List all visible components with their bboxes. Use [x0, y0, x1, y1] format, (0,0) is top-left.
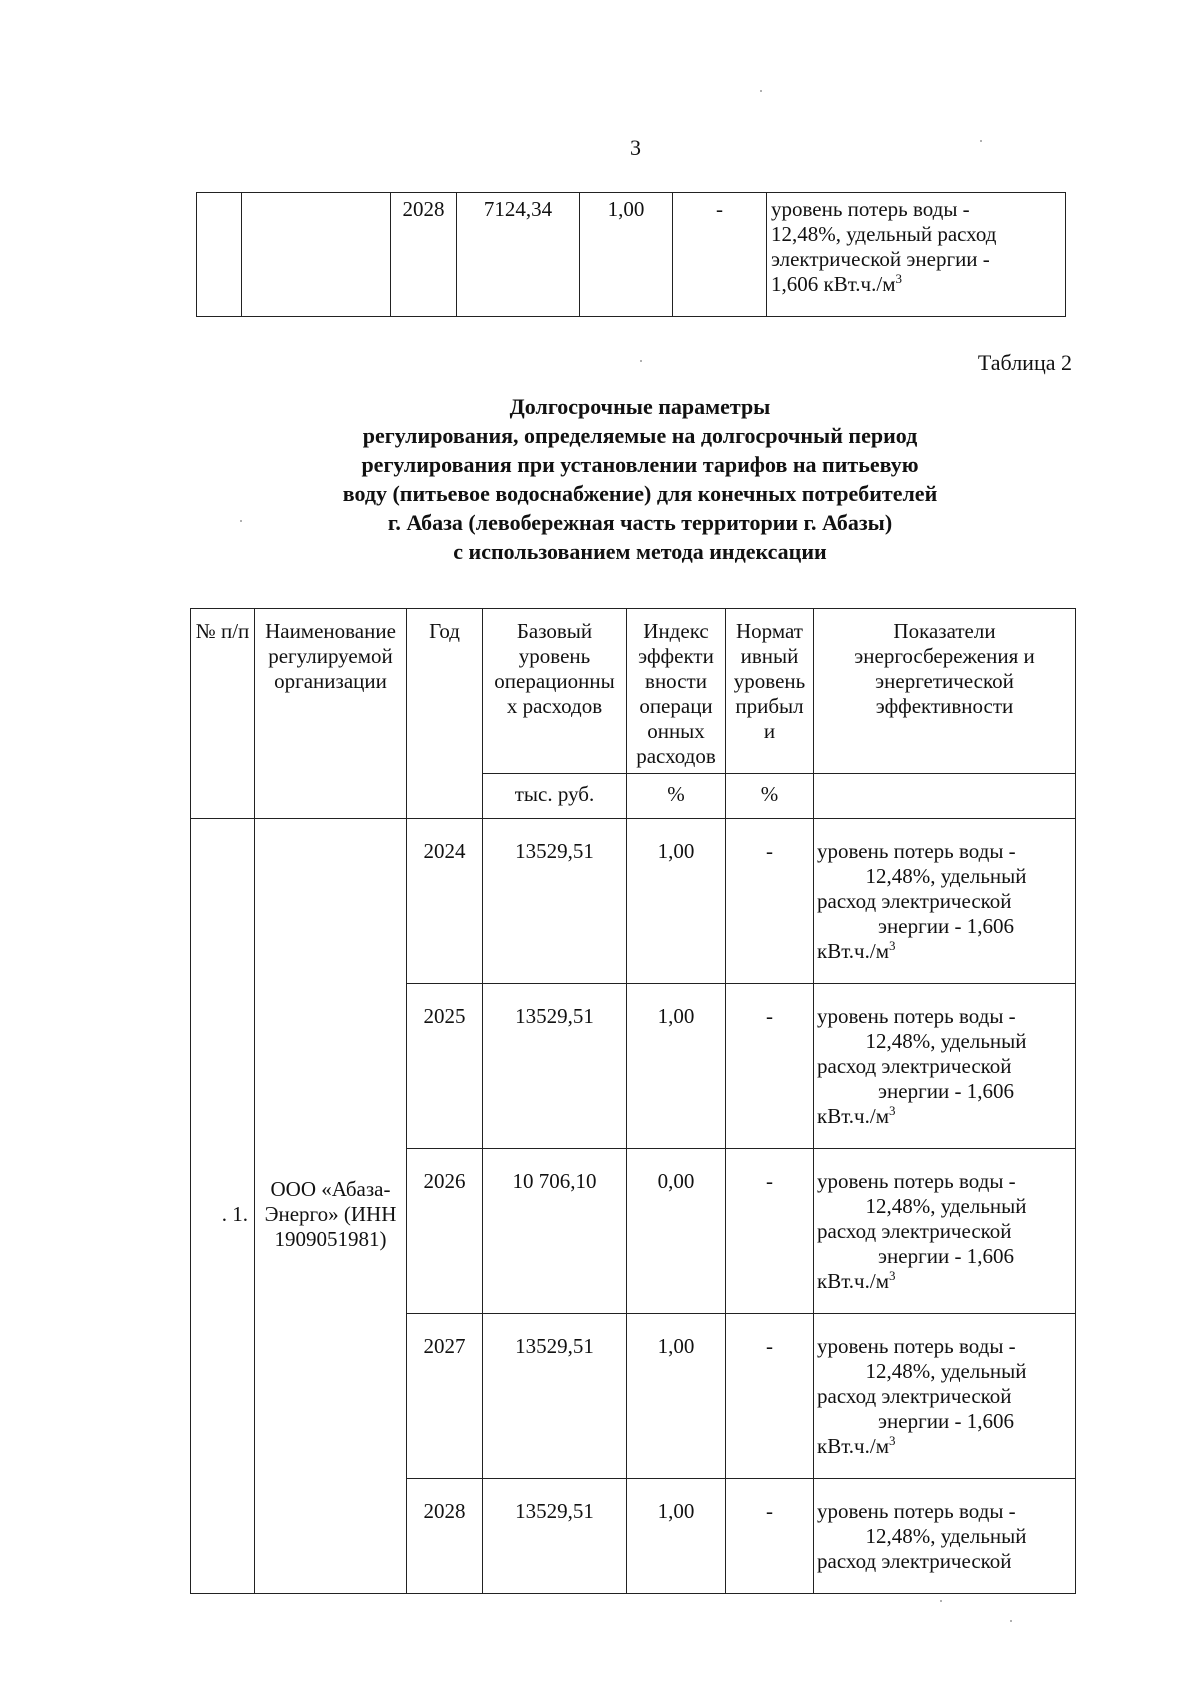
unit-indicators	[814, 774, 1076, 819]
efficiency-cell: 1,00	[627, 1314, 726, 1479]
page-number: 3	[630, 135, 641, 160]
table-caption: Таблица 2	[977, 350, 1072, 375]
header-num: № п/п	[191, 609, 255, 819]
base-costs-cell: 10 706,10	[483, 1149, 627, 1314]
base-costs-cell: 13529,51	[483, 1479, 627, 1594]
year-cell: 2024	[407, 819, 483, 984]
year-cell: 2028	[391, 193, 457, 317]
base-costs-cell: 13529,51	[483, 984, 627, 1149]
scan-speck	[1010, 1620, 1012, 1622]
efficiency-cell: 1,00	[627, 984, 726, 1149]
unit-efficiency: %	[627, 774, 726, 819]
profit-cell: -	[726, 1479, 814, 1594]
num-cell	[197, 193, 242, 317]
profit-cell: -	[726, 1314, 814, 1479]
header-efficiency: Индекс эффекти вности операци онных расходов	[627, 609, 726, 774]
unit-profit: %	[726, 774, 814, 819]
year-cell: 2026	[407, 1149, 483, 1314]
efficiency-cell: 1,00	[627, 1479, 726, 1594]
indicator-line: 1,606 $кВт.ч./м^3$	[771, 271, 902, 296]
year-cell: 2028	[407, 1479, 483, 1594]
scan-speck	[640, 360, 642, 362]
continuation-table	[196, 192, 1066, 317]
header-base-costs: Базовый уровень операционны х расходов	[483, 609, 627, 774]
title-line: регулирования, определяемые на долгосрочный период	[362, 423, 918, 448]
indicators-cell: уровень потерь воды - 12,48%, удельный расход электрической энергии - 1,606 $кВт.ч./м^3$	[814, 1149, 1076, 1314]
base-costs-cell: 7124,34	[457, 193, 580, 317]
title-line: г. Абаза (левобережная часть территории г. Абазы)	[387, 510, 893, 535]
document-title	[160, 392, 1120, 566]
indicators-cell: уровень потерь воды - 12,48%, удельный расход электрической энергии - 1,606 $кВт.ч./м^3$	[814, 984, 1076, 1149]
year-cell: 2027	[407, 1314, 483, 1479]
header-org: Наименование регулируемой организации	[255, 609, 407, 819]
header-year: Год	[407, 609, 483, 819]
profit-cell: -	[726, 984, 814, 1149]
scan-speck	[940, 1600, 942, 1602]
title-line: регулирования при установлении тарифов на питьевую	[361, 452, 919, 477]
indicator-line: уровень потерь воды -	[771, 197, 970, 221]
header-profit: Нормат ивный уровень прибыл и	[726, 609, 814, 774]
title-line: воду (питьевое водоснабжение) для конечных потребителей	[342, 481, 938, 506]
row-number: . 1.	[191, 819, 255, 1594]
scan-speck	[760, 90, 762, 92]
title-line: Долгосрочные параметры	[509, 394, 771, 419]
efficiency-cell: 0,00	[627, 1149, 726, 1314]
base-costs-cell: 13529,51	[483, 1314, 627, 1479]
indicators-cell: уровень потерь воды - 12,48%, удельный расход электрической энергии - 1,606 $кВт.ч./м^3$	[814, 1314, 1076, 1479]
unit-base-costs: тыс. руб.	[483, 774, 627, 819]
org-name: ООО «Абаза-Энерго» (ИНН 1909051981)	[255, 819, 407, 1594]
year-cell: 2025	[407, 984, 483, 1149]
org-cell	[242, 193, 391, 317]
table-row	[191, 819, 1076, 984]
indicators-cell	[767, 193, 1066, 317]
profit-cell: -	[673, 193, 767, 317]
base-costs-cell: 13529,51	[483, 819, 627, 984]
indicators-cell: уровень потерь воды - 12,48%, удельный расход электрической	[814, 1479, 1076, 1594]
indicators-cell: уровень потерь воды - 12,48%, удельный расход электрической энергии - 1,606 $кВт.ч./м^3$	[814, 819, 1076, 984]
indicator-line: электрической энергии -	[771, 247, 990, 271]
header-row	[191, 609, 1076, 774]
scan-speck	[980, 140, 982, 142]
profit-cell: -	[726, 1149, 814, 1314]
indicator-line: 12,48%, удельный расход	[771, 222, 997, 246]
regulation-parameters-table	[190, 608, 1076, 1594]
title-line: с использованием метода индексации	[453, 539, 827, 564]
profit-cell: -	[726, 819, 814, 984]
efficiency-cell: 1,00	[627, 819, 726, 984]
efficiency-cell: 1,00	[580, 193, 673, 317]
scan-speck	[240, 520, 242, 522]
header-indicators: Показатели энергосбережения и энергетической эффективности	[814, 609, 1076, 774]
table-row	[197, 193, 1066, 317]
